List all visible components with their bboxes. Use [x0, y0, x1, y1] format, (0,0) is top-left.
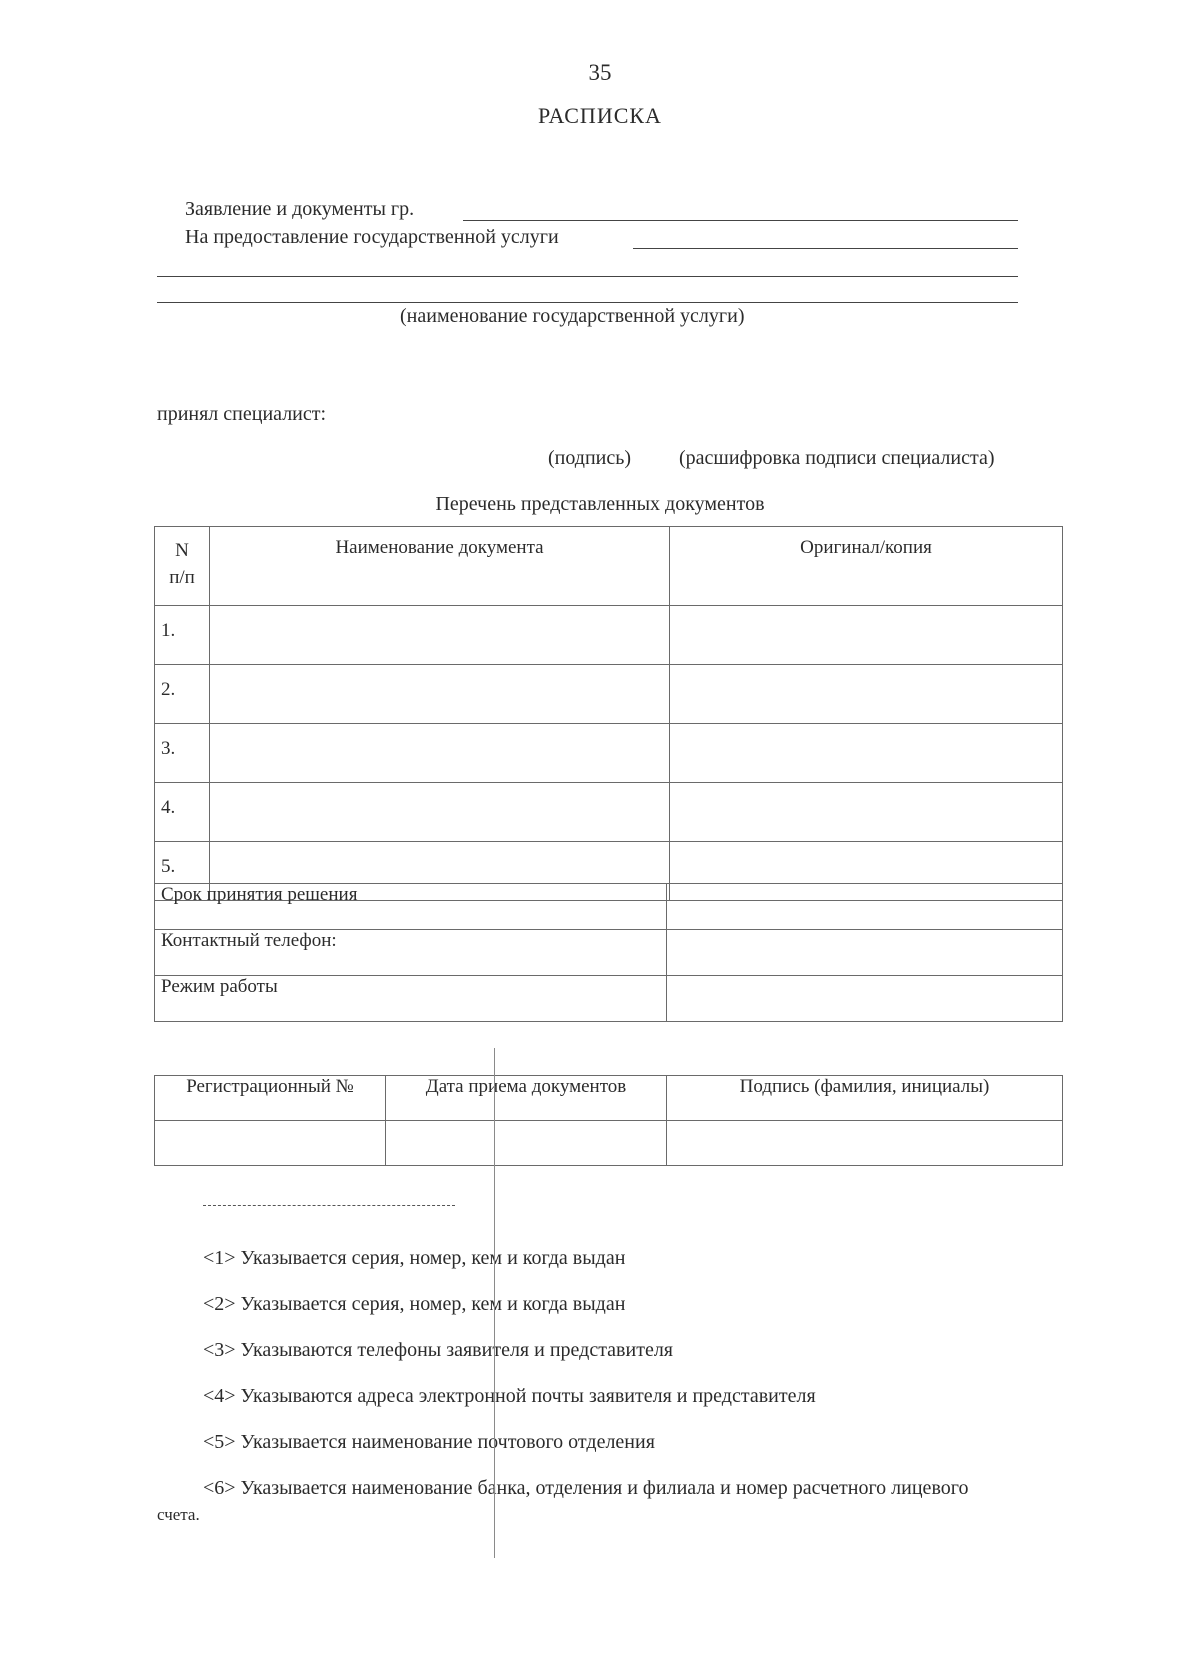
- footnote-2: <2> Указывается серия, номер, кем и когда выдан: [203, 1293, 626, 1315]
- row-number: 5.: [155, 842, 210, 901]
- contact-phone-label: Контактный телефон:: [155, 930, 667, 976]
- accepted-by-label: принял специалист:: [157, 403, 327, 425]
- service-name-caption: (наименование государственной услуги): [400, 305, 745, 327]
- table-row: [155, 665, 1063, 724]
- table-row: [155, 783, 1063, 842]
- signature-caption: (подпись): [548, 447, 632, 469]
- work-schedule-value[interactable]: [667, 976, 1063, 1022]
- footnote-1: <1> Указывается серия, номер, кем и когда выдан: [203, 1247, 626, 1269]
- footnote-separator: [203, 1205, 455, 1206]
- signature-decode-caption: (расшифровка подписи специалиста): [679, 447, 995, 469]
- registration-number-cell[interactable]: [155, 1121, 386, 1166]
- service-label: На предоставление государственной услуги: [185, 226, 559, 248]
- table-row: [155, 606, 1063, 665]
- service-extra-line-2: [157, 302, 1018, 303]
- row-number: 4.: [155, 783, 210, 842]
- footnote-4: <4> Указываются адреса электронной почты заявителя и представителя: [203, 1385, 816, 1407]
- row-number: 1.: [155, 606, 210, 665]
- document-name-cell[interactable]: [210, 665, 670, 724]
- column-document-name-header: Наименование документа: [210, 527, 670, 606]
- table-header-row: [155, 527, 1063, 606]
- receipt-date-header: Дата приема документов: [386, 1076, 667, 1121]
- column-number-header: N п/п: [155, 527, 210, 606]
- info-table: [154, 883, 1063, 1022]
- document-name-cell[interactable]: [210, 724, 670, 783]
- document-title: РАСПИСКА: [538, 103, 662, 128]
- row-number: 3.: [155, 724, 210, 783]
- document-name-cell[interactable]: [210, 606, 670, 665]
- contact-phone-value[interactable]: [667, 930, 1063, 976]
- documents-table: [154, 526, 1063, 901]
- table-row: [155, 930, 1063, 976]
- decision-term-value[interactable]: [667, 884, 1063, 930]
- table-row: [155, 884, 1063, 930]
- row-number: 2.: [155, 665, 210, 724]
- footnote-6-continuation: счета.: [157, 1505, 200, 1524]
- table-row: [155, 976, 1063, 1022]
- signature-cell[interactable]: [667, 1121, 1063, 1166]
- footnote-3: <3> Указываются телефоны заявителя и представителя: [203, 1339, 673, 1361]
- service-field-line: [633, 248, 1018, 249]
- applicant-label: Заявление и документы гр.: [185, 198, 415, 220]
- work-schedule-label: Режим работы: [155, 976, 667, 1022]
- documents-table-title: Перечень представленных документов: [435, 493, 765, 515]
- document-name-cell[interactable]: [210, 783, 670, 842]
- applicant-field-line: [463, 220, 1018, 221]
- footnote-5: <5> Указывается наименование почтового отделения: [203, 1431, 655, 1453]
- column-original-copy-header: Оригинал/копия: [670, 527, 1063, 606]
- table-row: [155, 1121, 1063, 1166]
- original-copy-cell[interactable]: [670, 606, 1063, 665]
- table-row: [155, 724, 1063, 783]
- table-header-row: [155, 1076, 1063, 1121]
- service-extra-line-1: [157, 276, 1018, 277]
- original-copy-cell[interactable]: [670, 724, 1063, 783]
- registration-number-header: Регистрационный №: [155, 1076, 386, 1121]
- original-copy-cell[interactable]: [670, 665, 1063, 724]
- registration-table: [154, 1075, 1063, 1166]
- receipt-date-cell[interactable]: [386, 1121, 667, 1166]
- signature-header: Подпись (фамилия, инициалы): [667, 1076, 1063, 1121]
- original-copy-cell[interactable]: [670, 783, 1063, 842]
- page-number: 35: [588, 60, 612, 85]
- footnote-6: <6> Указывается наименование банка, отделения и филиала и номер расчетного лицевого: [203, 1477, 969, 1499]
- decision-term-label: Срок принятия решения: [155, 884, 667, 930]
- scan-artifact-line: [494, 1048, 495, 1558]
